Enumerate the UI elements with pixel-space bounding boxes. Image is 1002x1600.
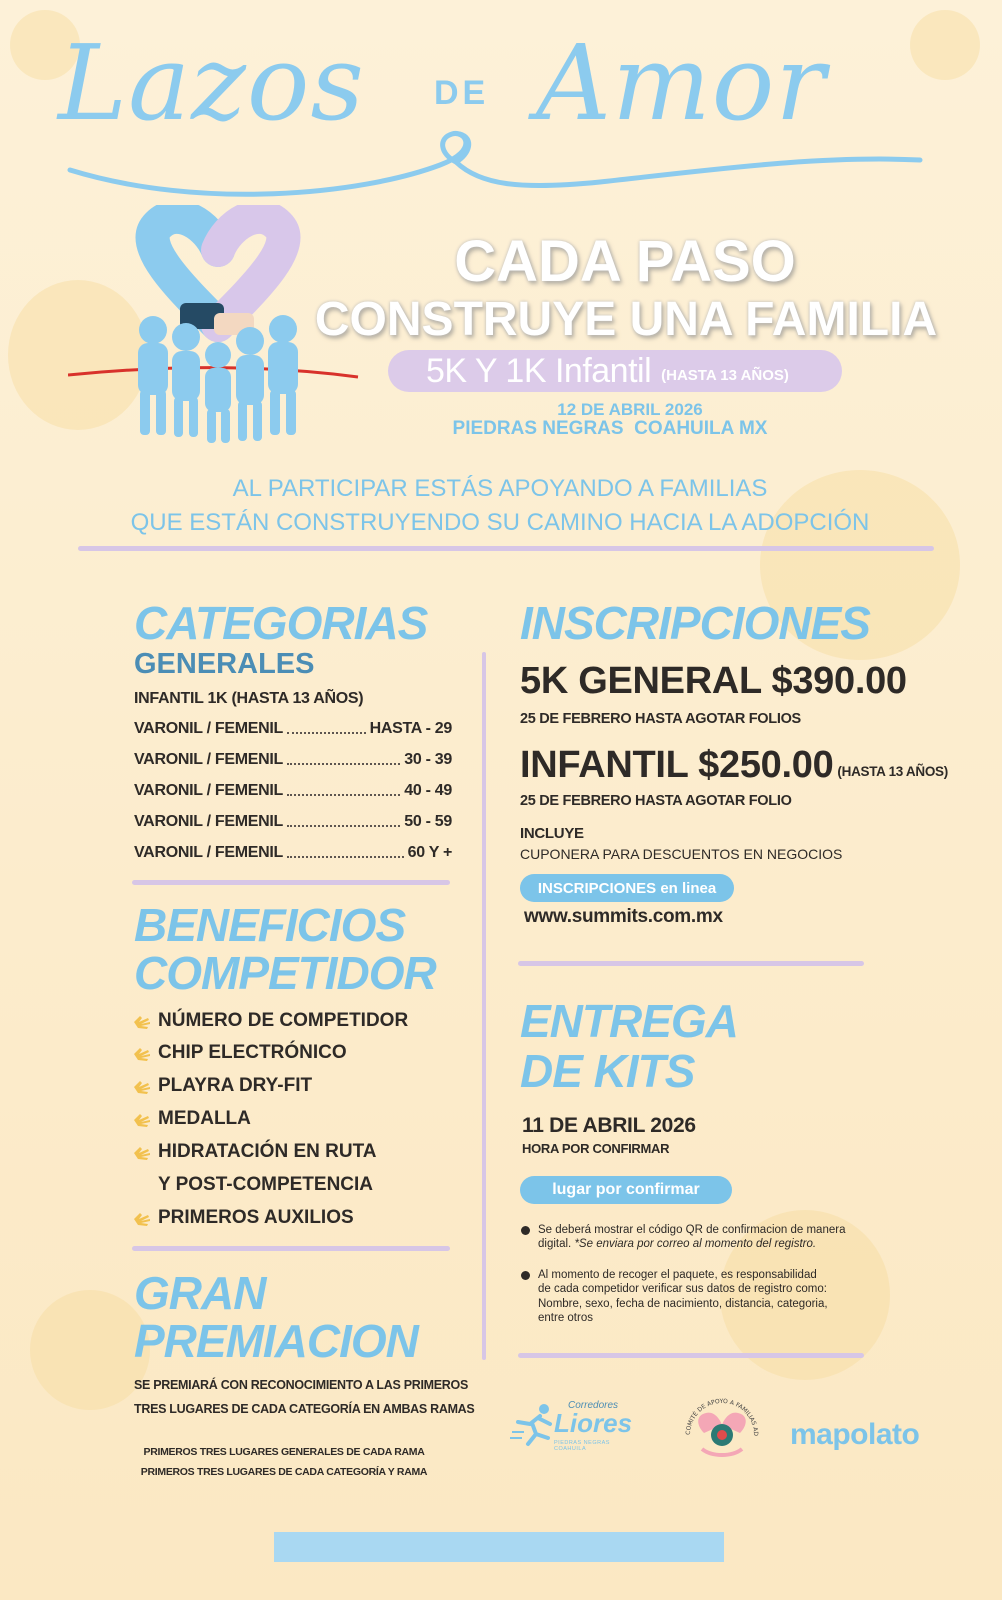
sponsor-1-main: Liores (554, 1408, 633, 1438)
categorias-title: CATEGORIAS (134, 597, 428, 649)
sponsor-1-top: Corredores (568, 1400, 619, 1411)
hand-icon (130, 1075, 154, 1097)
kits-note-1 (538, 1223, 845, 1252)
premiacion-note-line2: PRIMEROS TRES LUGARES DE CADA CATEGORÍA Y RAMA (140, 1466, 428, 1478)
incluye-label: INCLUYE (520, 825, 584, 842)
kits-note-2-line3: Nombre, sexo, fecha de nacimiento, distancia, categoria, (538, 1297, 828, 1310)
category-row (134, 813, 452, 831)
kits-note-2 (538, 1268, 828, 1326)
kits-time: HORA POR CONFIRMAR (522, 1141, 670, 1156)
benefit-label: PRIMEROS AUXILIOS (158, 1207, 354, 1228)
category-label: VARONIL / FEMENIL (134, 720, 283, 737)
infantil-price: INFANTIL $250.00 (520, 744, 834, 786)
divider (518, 961, 864, 966)
hand-icon (130, 1108, 154, 1130)
benefit-label: MEDALLA (158, 1108, 251, 1129)
beneficios-title-line2: COMPETIDOR (134, 947, 436, 999)
dot-leader (287, 825, 400, 827)
divider (132, 880, 450, 885)
kits-title-line2: DE KITS (520, 1045, 695, 1097)
hand-icon (130, 1010, 154, 1032)
kits-note-1-line2: digital. (538, 1238, 572, 1251)
kits-date: 11 DE ABRIL 2026 (522, 1114, 696, 1137)
incluye-text: CUPONERA PARA DESCUENTOS EN NEGOCIOS (520, 846, 843, 862)
infantil-note: (HASTA 13 AÑOS) (837, 764, 948, 779)
heart-decoration (910, 10, 980, 80)
mission-line1: AL PARTICIPAR ESTÁS APOYANDO A FAMILIAS (232, 475, 768, 502)
category-row (134, 782, 452, 800)
sponsor-logo-corredores (510, 1398, 640, 1454)
benefit-item (130, 1141, 376, 1163)
infantil-price-row (520, 744, 948, 787)
runner-icon (510, 1402, 558, 1448)
category-row (134, 720, 452, 738)
categorias-infantil: INFANTIL 1K (HASTA 13 AÑOS) (134, 690, 364, 707)
benefit-label: HIDRATACIÓN EN RUTA (158, 1141, 377, 1162)
category-range: 30 - 39 (404, 751, 452, 768)
premiacion-desc-line1: SE PREMIARÁ CON RECONOCIMIENTO A LAS PRIMEROS (134, 1378, 468, 1392)
hand-icon (130, 1042, 154, 1064)
category-label: VARONIL / FEMENIL (134, 751, 283, 768)
title-de: DE (434, 74, 490, 112)
kits-note-1-line3: *Se enviara por correo al momento del registro. (574, 1238, 817, 1251)
inscripciones-title: INSCRIPCIONES (520, 597, 870, 649)
benefit-item (130, 1207, 354, 1229)
divider (78, 546, 934, 551)
benefit-label: CHIP ELECTRÓNICO (158, 1042, 347, 1063)
dot-leader (287, 856, 404, 858)
title-lazos: Lazos (58, 22, 365, 144)
hand-print-decoration (30, 1290, 150, 1410)
race-place: PIEDRAS NEGRAS COAHUILA MX (452, 418, 768, 439)
general-dates: 25 DE FEBRERO HASTA AGOTAR FOLIOS (520, 711, 801, 727)
registration-url[interactable]: www.summits.com.mx (524, 906, 723, 927)
infantil-dates: 25 DE FEBRERO HASTA AGOTAR FOLIO (520, 793, 792, 809)
category-range: 40 - 49 (404, 782, 452, 799)
premiacion-desc-line2: TRES LUGARES DE CADA CATEGORÍA EN AMBAS RAMAS (134, 1402, 475, 1416)
distance-pill (388, 350, 842, 392)
kits-note-2-line4: entre otros (538, 1312, 593, 1325)
sponsor-1-sub: PIEDRAS NEGRAS COAHUILA (554, 1440, 610, 1452)
dot-leader (287, 763, 400, 765)
category-range: HASTA - 29 (369, 720, 452, 737)
category-label: VARONIL / FEMENIL (134, 813, 283, 830)
benefit-item (158, 1174, 373, 1196)
hand-icon (130, 1207, 154, 1229)
bullet-icon (521, 1226, 530, 1235)
benefit-label: Y POST-COMPETENCIA (158, 1174, 374, 1195)
kits-note-1-line1: Se deberá mostrar el código QR de confirmacion de manera (538, 1224, 846, 1236)
beneficios-title-line1: BENEFICIOS (134, 899, 406, 951)
category-range: 60 Y + (407, 844, 452, 861)
kits-place-button[interactable] (520, 1176, 732, 1204)
kits-place-label: lugar por confirmar (552, 1181, 700, 1198)
comite-emblem-icon (676, 1395, 768, 1465)
title-amor: Amor (536, 22, 827, 144)
benefit-item (130, 1010, 408, 1032)
premiacion-title-line2: PREMIACION (134, 1315, 418, 1367)
distance-label: 5K Y 1K Infantil (426, 351, 652, 390)
category-label: VARONIL / FEMENIL (134, 844, 283, 861)
kits-title-line1: ENTREGA (520, 995, 738, 1047)
premiacion-note-line1: PRIMEROS TRES LUGARES GENERALES DE CADA RAMA (143, 1446, 425, 1458)
kits-note-2-line2: de cada competidor verificar sus datos de registro como: (538, 1283, 827, 1296)
hero-title-line1: CADA PASO (454, 229, 796, 294)
benefit-label: NÚMERO DE COMPETIDOR (158, 1010, 409, 1031)
bullet-icon (521, 1271, 530, 1280)
online-registration-label: INSCRIPCIONES en linea (537, 879, 717, 897)
category-label: VARONIL / FEMENIL (134, 782, 283, 799)
dot-leader (287, 732, 366, 734)
benefit-label: PLAYRA DRY-FIT (158, 1075, 313, 1096)
column-divider (482, 652, 486, 1360)
hand-icon (130, 1141, 154, 1163)
benefit-item (130, 1108, 251, 1130)
online-registration-button[interactable] (520, 874, 734, 902)
sponsor-logo-comite (676, 1395, 768, 1465)
general-price: 5K GENERAL $390.00 (520, 660, 907, 702)
category-row (134, 844, 452, 862)
dot-leader (287, 794, 400, 796)
distance-note: (HASTA 13 AÑOS) (661, 366, 789, 384)
benefit-item (130, 1042, 347, 1064)
category-row (134, 751, 452, 769)
premiacion-title-line1: GRAN (134, 1267, 266, 1319)
category-range: 50 - 59 (404, 813, 452, 830)
divider (132, 1246, 450, 1251)
bottom-accent-bar (274, 1532, 724, 1562)
sponsor-2-ring: COMITÉ DE APOYO A FAMILIAS AD (684, 1397, 760, 1437)
categorias-subtitle: GENERALES (134, 648, 315, 680)
kits-note-2-line1: Al momento de recoger el paquete, es responsabilidad (538, 1269, 817, 1281)
divider (518, 1353, 864, 1358)
sponsor-logo-mapolato: mapolato (790, 1418, 920, 1451)
hero-title-line2: CONSTRUYE UNA FAMILIA (314, 293, 938, 346)
race-date: 12 DE ABRIL 2026 (557, 400, 703, 419)
benefit-item (130, 1075, 312, 1097)
mission-line2: QUE ESTÁN CONSTRUYENDO SU CAMINO HACIA LA ADOPCIÓN (130, 509, 870, 536)
